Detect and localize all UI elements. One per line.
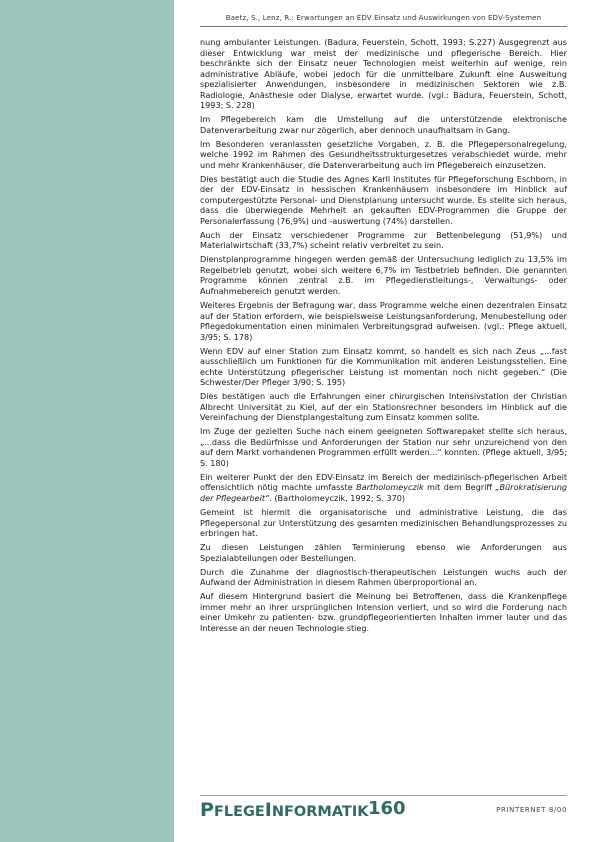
paragraph-9: Dies bestätigen auch die Erfahrungen einer chirurgischen Intensivstation der Christian Albrecht Universität zu Kiel, auf der ein Stationsrechner besonders im Hinblick auf die Vereinfachung der Dienstplangestaltung zum Einsatz kommen sollte. (200, 391, 567, 423)
paragraph-14: Durch die Zunahme der diagnostisch-therapeutischen Leistungen wuchs auch der Aufwand der Administration in diesem Rahmen überproportional an. (200, 566, 567, 588)
paragraph-11: Ein weiterer Punkt der den EDV-Einsatz im Bereich der medizinisch-pflegerischen Arbeit offensichtlich nötig machte umfasste Bartholomeyczik mit dem Begriff „Bürokratisierung der Pflegearbeit“. (Bartholomeyczik, 1992; S. 370) (200, 471, 568, 503)
side-bar-decoration (0, 0, 174, 842)
page-footer (200, 795, 567, 820)
paragraph-15: Auf diesem Hintergrund basiert die Meinung bei Betroffenen, dass die Krankenpflege immer mehr an ihrer ursprünglichen Intension verliert, und so wird die Forderung nach einer Umkehr zu patienten- bzw. grundpflegeorientierten Inhalten immer lauter und das Interesse an der neuen Technologie stieg. (200, 591, 567, 633)
page-number: 160 (368, 798, 406, 819)
journal-title-p: P (200, 799, 214, 821)
paragraph-1: nung ambulanter Leistungen. (Badura, Feuerstein, Schott, 1993; S.227) Ausgegrenzt aus dieser Entwicklung war meist der medizinische und pflegerische Bereich. Hier beschränkte sich der Einsatz neuer Technologien meist weiterhin auf wenige, rein administrative Abläufe, wobei jedoch für die unmittelbare Zukunft eine Ausweitung spezialisierter Anwendungen, insbesondere in medizinischen Sektoren wie z.B. Radiologie, Anästhesie oder Dialyse, erwartet wurde. (vgl.: Badura, Feuerstein, Schott, 1993; S. 228) (200, 37, 567, 110)
journal-title-i: I (264, 799, 272, 821)
paragraph-4: Dies bestätigt auch die Studie des Agnes Karll Institutes für Pflegeforschung Eschborn, in der der EDV-Einsatz in hessischen Krankenhäusern insbesondere im Hinblick auf computergestützte Personal- und Dienstplanung untersucht wurde. Es stellte sich heraus, dass die überwiegende Mehrheit an gekauften EDV-Programmen die Gruppe der Personalerfassung (76,9%) und -auswertung (74%) darstellen. (200, 173, 567, 226)
paragraph-8: Wenn EDV auf einer Station zum Einsatz kommt, so handelt es sich nach Zeus „...fast ausschließlich um Funktionen für die Kommunikation mit anderen Leistungsstellen. Eine echte Unterstützung pflegerischer Leistung ist momentan noch nicht gegeben.“ (Die Schwester/Der Pfleger 3/90; S. 195) (200, 345, 567, 388)
paragraph-7: Weiteres Ergebnis der Befragung war, dass Programme welche einen dezentralen Einsatz auf der Station erfordern, wie beispielsweise Leistungsanforderung, Menubestellung oder Pflegedokumentation einen minimalen Verbreitungsgrad aufweisen. (vgl.: Pflege aktuell, 3/95; S. 178) (200, 300, 567, 342)
journal-title (200, 799, 368, 821)
running-header: Baetz, S., Lenz, R.: Erwartungen an EDV Einsatz und Auswirkungen von EDV-Systemen (200, 14, 567, 27)
article-body (200, 37, 567, 637)
journal-title-nformatik: NFORMATIK (271, 804, 369, 820)
paragraph-5: Auch der Einsatz verschiedener Programme zur Bettenbelegung (51,9%) und Materialwirtschaft (33,7%) scheint relativ verbreitet zu sein. (200, 229, 567, 251)
paragraph-12: Gemeint ist hiermit die organisatorische und administrative Leistung, die das Pflegepersonal zur Unterstützung des gesamten medizinischen Behandlungsprozesses zu erbringen hat. (200, 507, 567, 539)
paragraph-10: Im Zuge der gezielten Suche nach einem geeigneten Softwarepaket stellte sich heraus, „...dass die Bedürfnisse und Anforderungen der Station nur sehr unzureichend von den auf dem Markt vorhandenen Programmen erfüllt werden...“ konnten. (Pflege aktuell, 3/95; S. 180) (200, 426, 567, 468)
paragraph-13: Zu diesen Leistungen zählen Terminierung ebenso wie Anforderungen aus Spezialabteilungen oder Bestellungen. (200, 542, 567, 563)
paragraph-2: Im Pflegebereich kam die Umstellung auf die unterstützende elektronische Datenverarbeitung zwar nur zögerlich, aber dennoch unaufhaltsam in Gang. (200, 114, 567, 135)
journal-title-flege: FLEGE (213, 804, 265, 820)
issue-label: PRINTERNET 8/00 (496, 806, 567, 814)
paragraph-3: Im Besonderen veranlassten gesetzliche Vorgaben, z. B. die Pflegepersonalregelung, welche 1992 im Rahmen des Gesundheitsstrukturgesetzes verabschiedet wurde, mehr und mehr Krankenhäuser, die Datenverarbeitung auch im Pflegebereich einzusetzen. (200, 138, 567, 170)
paragraph-6: Dienstplanprogramme hingegen werden gemäß der Untersuchung lediglich zu 13,5% im Regelbetrieb genutzt, wobei sich weitere 6,7% im Testbetrieb befinden. Die genannten Programme können zentral z.B. im Pflegedienstleitungs-, Verwaltungs- oder Aufnahmebereich genutzt werden. (200, 254, 567, 296)
